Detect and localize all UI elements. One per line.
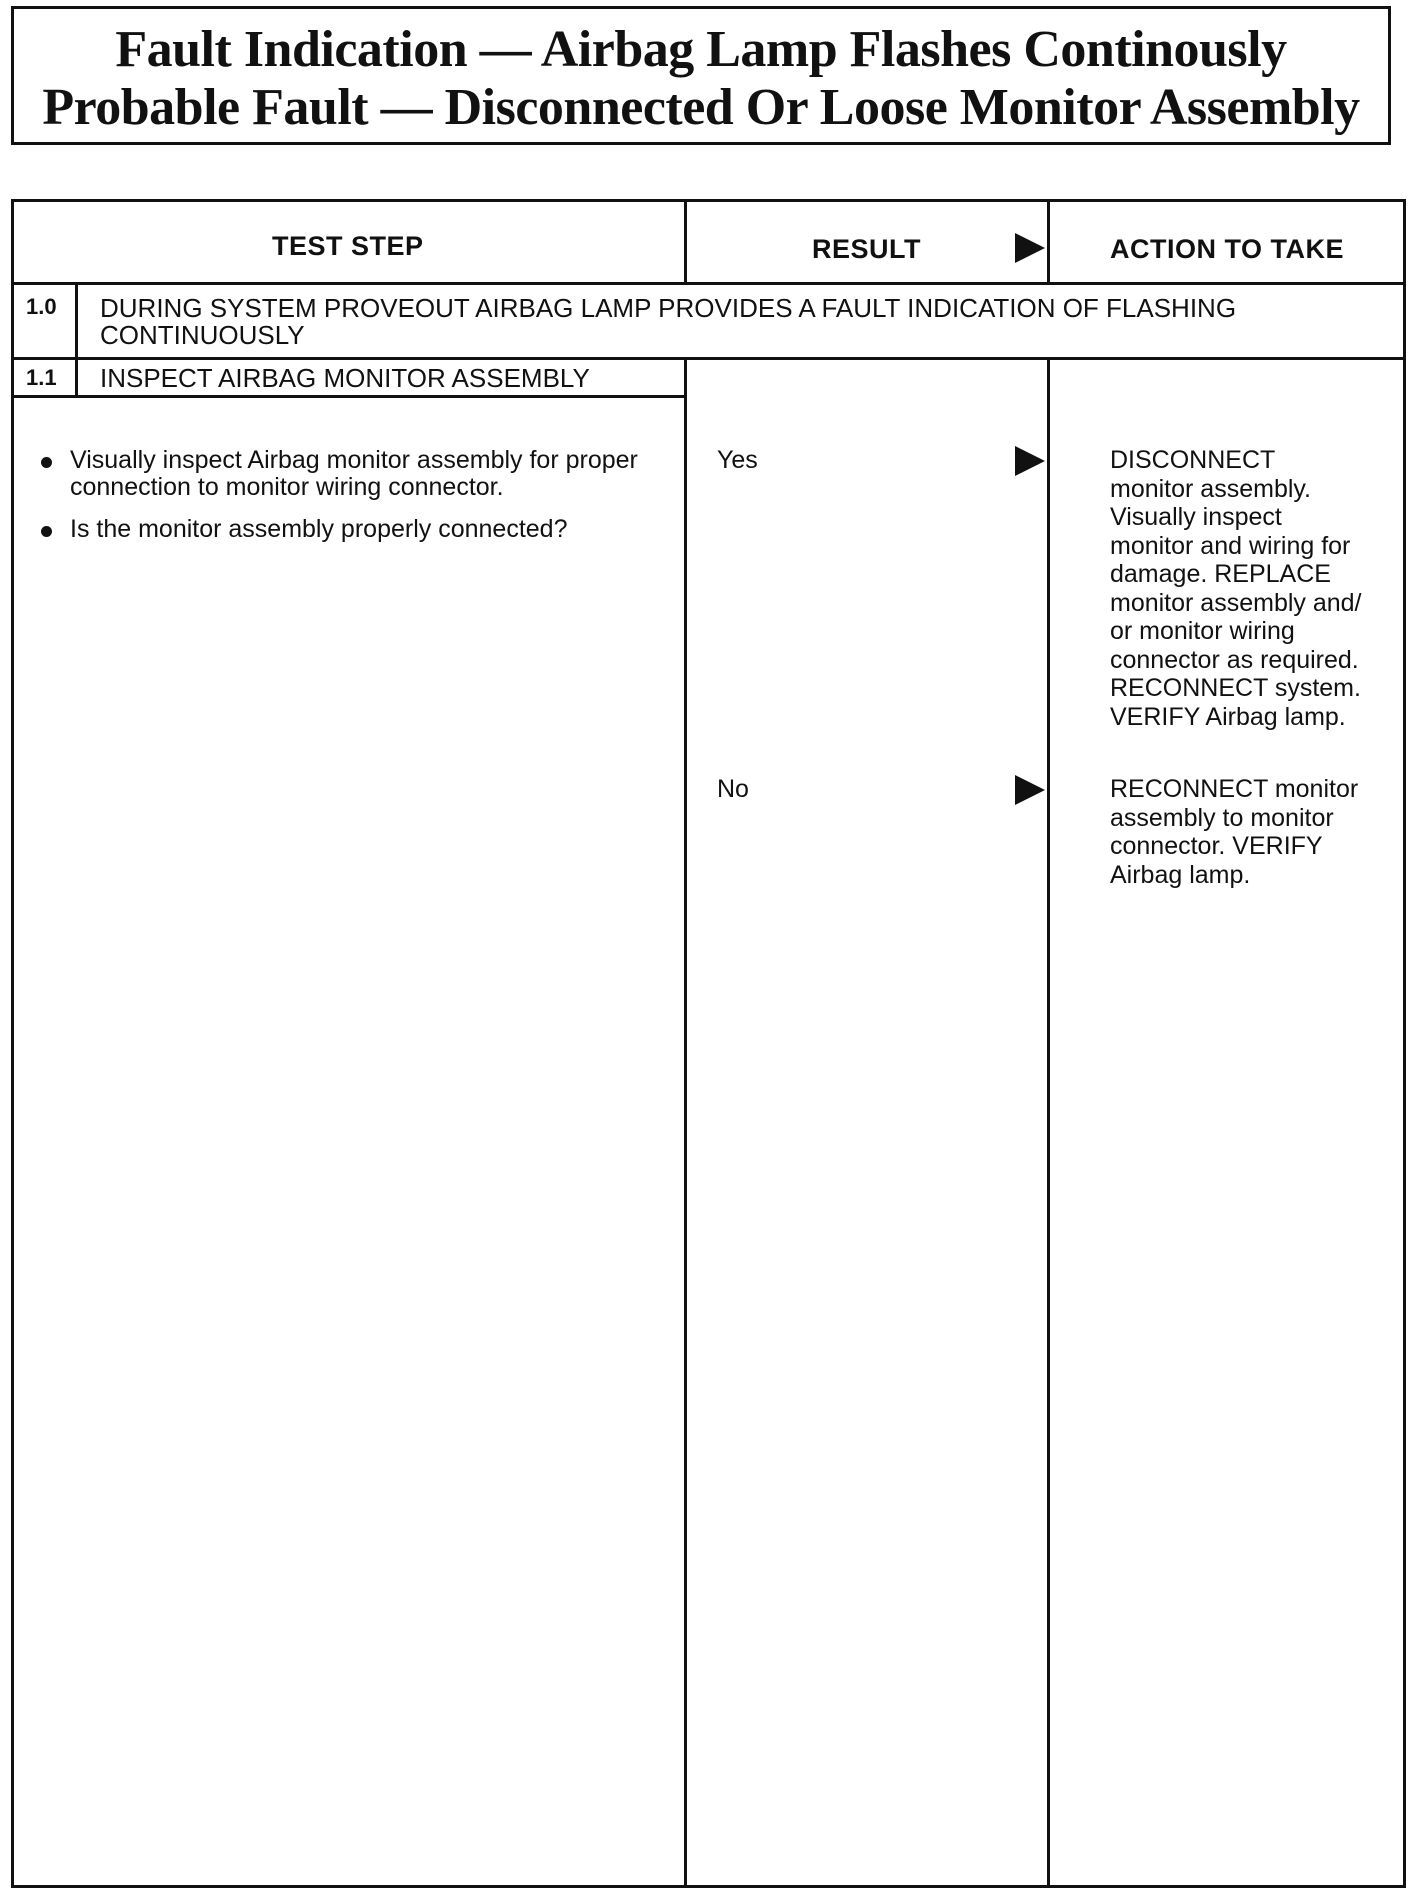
fault-indication-title: Fault Indication — Airbag Lamp Flashes Continously [115,21,1287,78]
title-box [11,6,1391,145]
question-bullet-text: Is the monitor assembly properly connected? [70,515,568,543]
body-divider-2 [1047,357,1050,1888]
result-yes-label: Yes [717,446,758,474]
bullet-icon [41,457,52,468]
header-divider-2 [1047,202,1050,282]
inspect-bullet-text: Visually inspect Airbag monitor assembly for proper connection to monitor wiring connector. [70,446,638,501]
step-1-1-title: INSPECT AIRBAG MONITOR ASSEMBLY [100,363,590,393]
header-arrow-icon [1015,233,1045,263]
bullet-icon [41,526,52,537]
step-1-0-text: DURING SYSTEM PROVEOUT AIRBAG LAMP PROVIDES A FAULT INDICATION OF FLASHING CONTINUOUSLY [100,293,1237,350]
step-1-1-rule [14,395,687,398]
header-divider-1 [684,202,687,282]
step-1-1-number-divider [75,357,78,395]
result-no-arrow-icon [1015,775,1045,805]
header-action-to-take: ACTION TO TAKE [1110,234,1344,264]
result-no-action: RECONNECT monitor assembly to monitor connector. VERIFY Airbag lamp. [1110,775,1359,889]
step-1-0-rule [14,357,1403,360]
result-no-label: No [717,775,749,803]
header-result: RESULT [812,234,921,264]
step-1-1-number: 1.1 [26,365,57,390]
probable-fault-title: Probable Fault — Disconnected Or Loose Monitor Assembly [42,79,1360,136]
step-1-0-number: 1.0 [26,294,57,319]
diagnostic-table [11,199,1406,1888]
header-rule [14,282,1403,285]
header-test-step: TEST STEP [272,231,424,261]
step-1-0-number-divider [75,282,78,357]
result-yes-arrow-icon [1015,446,1045,476]
body-divider-1 [684,357,687,1888]
result-yes-action: DISCONNECT monitor assembly. Visually inspect monitor and wiring for damage. REPLACE monitor assembly and/ or monitor wiring connector as required. RECONNECT system. VERIFY Airbag lamp. [1110,446,1362,731]
